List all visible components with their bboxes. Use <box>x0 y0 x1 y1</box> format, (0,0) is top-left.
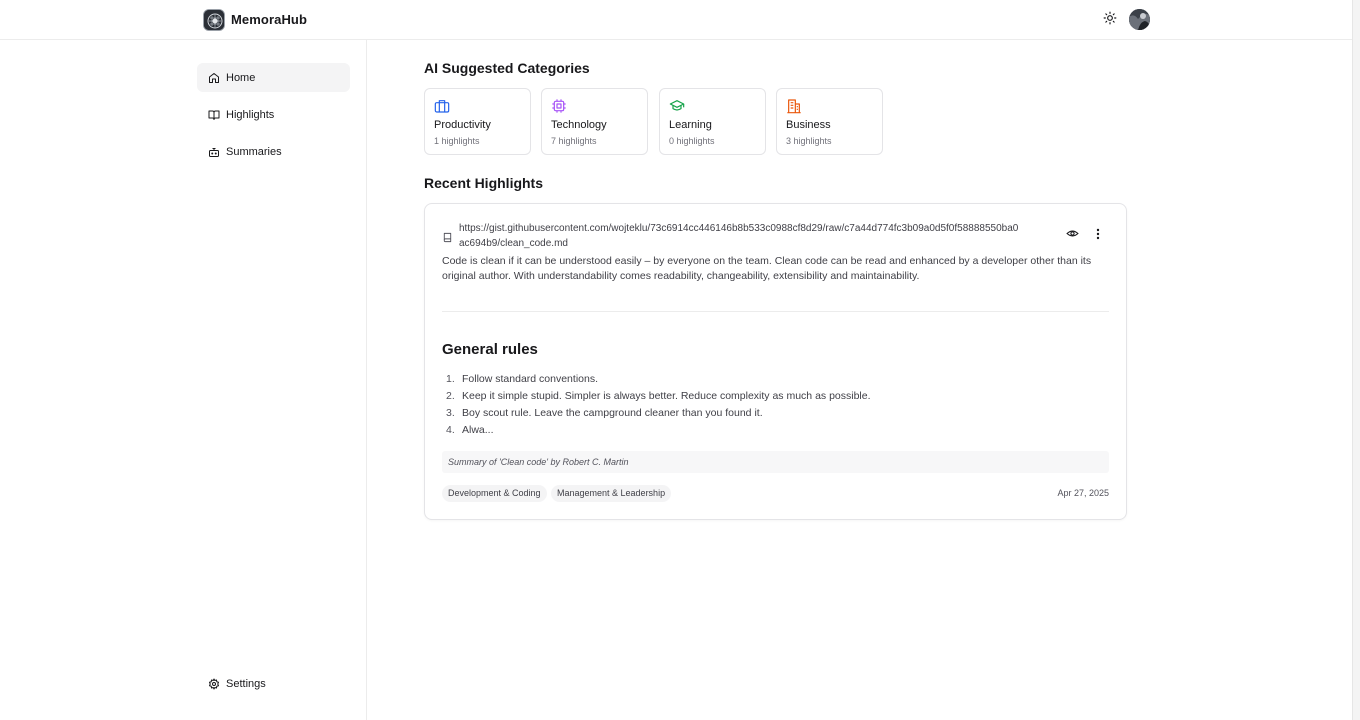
top-header <box>0 0 1352 40</box>
sidebar-item-label: Highlights <box>226 108 275 121</box>
rules-list <box>442 371 1102 439</box>
theme-toggle-button[interactable] <box>1100 10 1120 30</box>
home-icon <box>208 72 220 84</box>
list-text: Follow standard conventions. <box>462 373 598 385</box>
source-link[interactable]: https://gist.githubusercontent.com/wojteklu/73c6914cc446146b8b533c0988cf8d29/raw/c7a44d774fc3b09a0d5f0f58888550ba0ac694b9/clean_code.md <box>459 223 1019 249</box>
recent-highlights-title: Recent Highlights <box>424 175 544 191</box>
category-card-productivity[interactable] <box>424 88 531 155</box>
sidebar-item-highlights[interactable] <box>197 100 350 129</box>
bot-icon <box>208 146 220 158</box>
graduation-cap-icon <box>669 98 685 114</box>
sidebar-item-home[interactable] <box>197 63 350 92</box>
book-open-icon <box>208 109 220 121</box>
more-vertical-icon <box>1096 227 1100 245</box>
tag-management-leadership[interactable]: Management & Leadership <box>551 485 671 502</box>
category-name: Technology <box>551 119 607 131</box>
brand-name: MemoraHub <box>231 12 308 27</box>
category-count: 7 highlights <box>551 136 597 146</box>
sidebar-item-label: Settings <box>226 677 266 690</box>
list-number: 4. <box>446 424 455 436</box>
building-icon <box>786 98 802 114</box>
category-count: 1 highlights <box>434 136 480 146</box>
list-item <box>442 388 1102 405</box>
highlight-card[interactable] <box>424 203 1127 520</box>
view-button[interactable] <box>1065 228 1080 243</box>
gear-icon <box>208 678 220 690</box>
cpu-icon <box>551 98 567 114</box>
tag-development-coding[interactable]: Development & Coding <box>442 485 547 502</box>
category-card-learning[interactable] <box>659 88 766 155</box>
highlight-excerpt: Code is clean if it can be understood easily – by everyone on the team. Clean code can be read and enhanced by a developer other than its original author. With understandability comes readability, changeability, extensibility and maintainability. <box>442 255 1092 282</box>
category-name: Learning <box>669 119 712 131</box>
list-text: Boy scout rule. Leave the campground cleaner than you found it. <box>462 407 763 419</box>
sidebar-item-summaries[interactable] <box>197 137 350 166</box>
app-logo[interactable] <box>203 9 225 31</box>
list-text: Keep it simple stupid. Simpler is always better. Reduce complexity as much as possible. <box>462 390 871 402</box>
divider <box>442 311 1109 312</box>
sun-icon <box>1103 11 1117 30</box>
list-item <box>442 371 1102 388</box>
list-item <box>442 405 1102 422</box>
sidebar-item-settings[interactable] <box>197 669 350 698</box>
rules-heading: General rules <box>442 341 538 358</box>
more-options-button[interactable] <box>1091 228 1105 243</box>
list-number: 3. <box>446 407 455 419</box>
list-text: Alwa... <box>462 424 494 436</box>
page-scrollbar[interactable] <box>1352 0 1360 720</box>
sidebar-item-label: Home <box>226 71 256 84</box>
list-number: 2. <box>446 390 455 402</box>
category-count: 0 highlights <box>669 136 715 146</box>
book-icon <box>442 230 453 241</box>
category-card-business[interactable] <box>776 88 883 155</box>
category-card-technology[interactable] <box>541 88 648 155</box>
category-count: 3 highlights <box>786 136 832 146</box>
category-name: Productivity <box>434 119 491 131</box>
list-item <box>442 422 1102 439</box>
list-number: 1. <box>446 373 455 385</box>
summary-note: Summary of 'Clean code' by Robert C. Martin <box>442 451 1109 473</box>
sidebar-item-label: Summaries <box>226 145 282 158</box>
sidebar <box>0 40 367 720</box>
categories-title: AI Suggested Categories <box>424 60 590 76</box>
category-name: Business <box>786 119 831 131</box>
briefcase-icon <box>434 98 450 114</box>
highlight-date: Apr 27, 2025 <box>1057 488 1109 498</box>
eye-icon <box>1066 227 1079 245</box>
user-avatar[interactable] <box>1129 9 1150 30</box>
